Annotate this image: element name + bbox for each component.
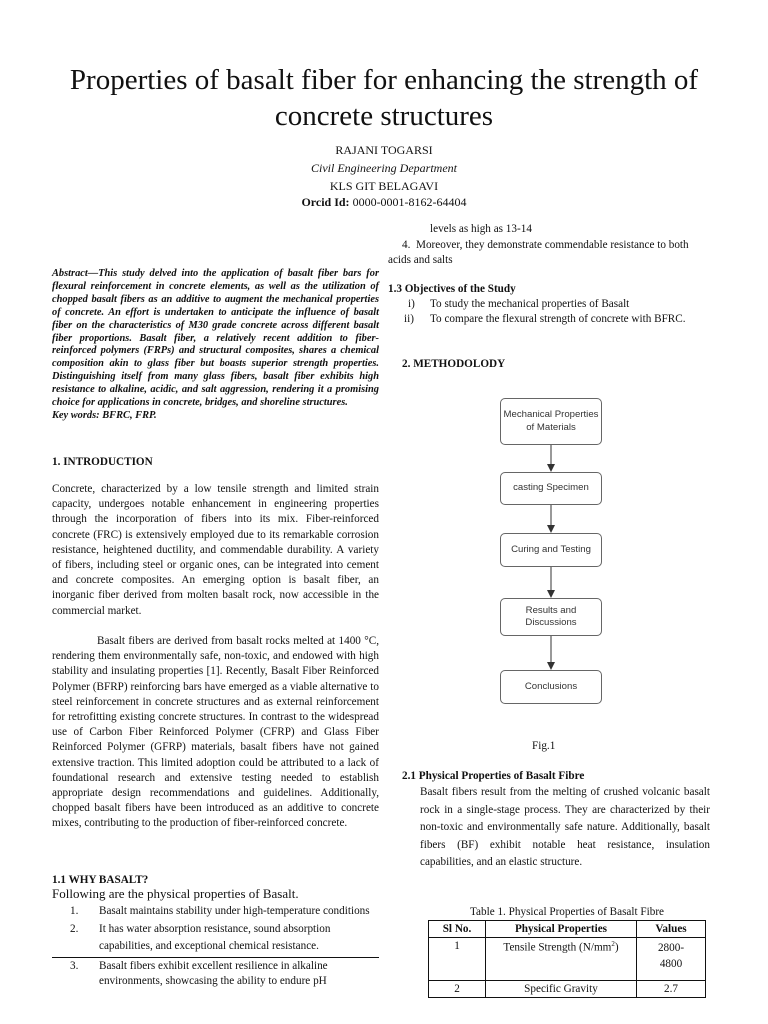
list-text: It has water absorption resistance, sound absorption capabilities, and exceptional chemical resistance. bbox=[99, 923, 331, 953]
figure-caption: Fig.1 bbox=[532, 740, 556, 752]
orcid-label: Orcid Id: bbox=[301, 195, 350, 209]
objectives-heading: 1.3 Objectives of the Study bbox=[388, 283, 516, 295]
keywords: Key words: BFRC, FRP. bbox=[52, 409, 157, 421]
table-cell: Specific Gravity bbox=[486, 981, 637, 998]
author-name: RAJANI TOGARSI bbox=[335, 143, 433, 157]
orcid-value: 0000-0001-8162-64404 bbox=[349, 195, 467, 209]
introduction-heading: 1. INTRODUCTION bbox=[52, 456, 153, 468]
abstract-text: Abstract—This study delved into the application of basalt fiber bars for flexural reinforcement in concrete elements, as well as the utilization of chopped basalt fibers as an additive to augment the mechanical properties of concrete. An effort is undertaken to anticipate the influence of basalt fiber on the characteristics of M30 grade concrete across different basalt fiber proportions. Basalt fiber, a relatively recent addition to fiber-reinforced polymers (FRPs) and structural composites, shares a chemical composition akin to glass fiber but boasts superior strength properties. Distinguishing itself from many glass fibers, basalt fiber exhibits high resistance to alkaline, acidic, and salt aggression, rendering it a promising choice for applications in concrete, bridges, and shoreline structures. bbox=[52, 268, 379, 409]
physical-properties-text: Basalt fibers result from the melting of crushed volcanic basalt rock in a single-stage process. They are characterized by their non-toxic and environmentally safe nature. Additionally, basalt fibers (BF) exhibit notable heat resistance, insulation capabilities, and an elastic structure. bbox=[420, 786, 710, 868]
flow-step-casting: casting Specimen bbox=[500, 472, 602, 505]
table-header-row bbox=[429, 921, 706, 938]
list-number: i) bbox=[408, 298, 415, 310]
table-cell: 1 bbox=[429, 938, 486, 981]
physical-properties-table bbox=[428, 920, 706, 998]
author-department: Civil Engineering Department bbox=[311, 161, 457, 175]
table-cell bbox=[486, 938, 637, 981]
property-text: Tensile Strength (N/mm bbox=[503, 941, 612, 954]
physical-properties-heading: 2.1 Physical Properties of Basalt Fibre bbox=[402, 770, 585, 782]
author-institution: KLS GIT BELAGAVI bbox=[329, 179, 439, 193]
list-number: 3. bbox=[70, 960, 79, 973]
list-number: 1. bbox=[70, 905, 79, 917]
table-cell: 2 bbox=[429, 981, 486, 998]
list-text: Basalt maintains stability under high-temperature conditions bbox=[99, 905, 370, 917]
why-basalt-lead: Following are the physical properties of Basalt. bbox=[52, 886, 299, 901]
flow-step-results: Results and Discussions bbox=[500, 598, 602, 636]
introduction-paragraph-2: Basalt fibers are derived from basalt rocks melted at 1400 °C, rendering them environmentally safe, non-toxic, and endowed with high stability and insulating properties [1]. Recently, Basalt Fiber Reinforced Polymer (BFRP) reinforcing bars have emerged as a viable alternative to steel reinforcement in concrete structures and as external reinforcement for retrofitting existing concrete structures. In contrast to the widespread use of Carbon Fiber Reinforced Polymer (CFRP) and Glass Fiber Reinforced Polymer (GFRP) materials, basalt fibers have not gained extensive traction. This limited adoption could be attributed to a lack of foundational research and extensive testing needed to establish appropriate design recommendations and guidelines. Additionally, chopped basalt fibers have been introduced as an additive to concrete mixes, contributing to the production of fiber-reinforced concrete. bbox=[52, 635, 379, 830]
introduction-paragraph-1: Concrete, characterized by a low tensile strength and limited strain capacity, undergoes notable enhancement in engineering properties through the incorporation of fibers into its mix. Fiber-reinforced concrete (FRC) is extensively employed due to its remarkable corrosion resistance, heightened ductility, and commendable durability. A variety of fibers, including steel or organic ones, can be integrated into cement and concrete composites. An emerging option is basalt fiber, an inorganic fiber derived from molten basalt rock, now accessible in the commercial market. bbox=[52, 483, 379, 617]
flow-step-materials: Mechanical Properties of Materials bbox=[500, 398, 602, 445]
paper-title: Properties of basalt fiber for enhancing the strength of concrete structures bbox=[69, 64, 699, 132]
table-cell: 2.7 bbox=[637, 981, 706, 998]
list-continuation: levels as high as 13-14 bbox=[430, 223, 532, 235]
table-header: Values bbox=[637, 921, 706, 938]
property-superscript: 2 bbox=[611, 940, 615, 948]
table-header: Sl No. bbox=[429, 921, 486, 938]
table-row bbox=[429, 981, 706, 998]
list-number: 4. bbox=[402, 239, 411, 251]
list-text: To study the mechanical properties of Basalt bbox=[430, 298, 630, 310]
flow-step-conclusions: Conclusions bbox=[500, 670, 602, 704]
methodology-heading: 2. METHODOLODY bbox=[402, 358, 506, 370]
list-text: Basalt fibers exhibit excellent resilience in alkaline environments, showcasing the ability to endure pH bbox=[99, 960, 328, 988]
list-number: ii) bbox=[404, 313, 414, 326]
table-header: Physical Properties bbox=[486, 921, 637, 938]
list-number: 2. bbox=[70, 923, 79, 936]
list-text: Moreover, they demonstrate commendable resistance to both acids and salts bbox=[388, 239, 689, 267]
list-text: To compare the flexural strength of concrete with BFRC. bbox=[430, 313, 686, 326]
table-cell: 2800-4800 bbox=[637, 938, 706, 981]
property-close: ) bbox=[614, 941, 619, 954]
flow-step-curing: Curing and Testing bbox=[500, 533, 602, 567]
table-row bbox=[429, 938, 706, 981]
table-caption: Table 1. Physical Properties of Basalt Fibre bbox=[469, 906, 665, 918]
why-basalt-heading: 1.1 WHY BASALT? bbox=[52, 874, 149, 886]
